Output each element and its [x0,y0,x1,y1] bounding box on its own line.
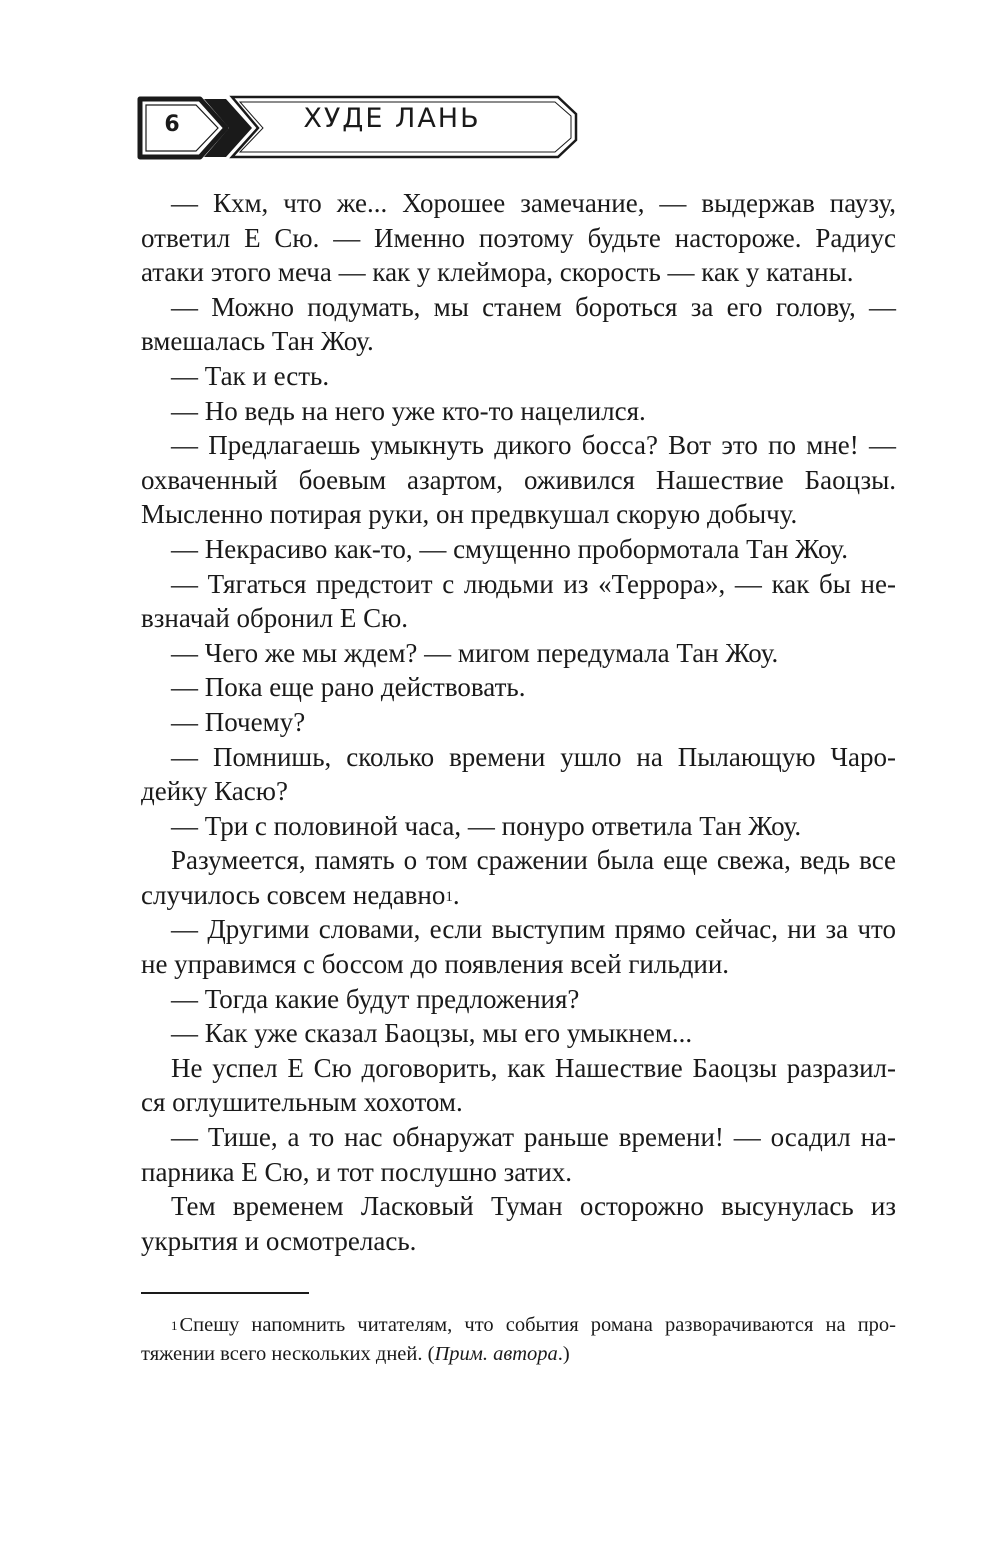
footnote-author-note: Прим. автора [434,1342,558,1365]
text-line: охваченный боевым азартом, оживился Нашествие Баоцзы. [141,464,896,495]
text-line: — Помнишь, сколько времени ушло на Пылающую Чаро- [171,741,896,772]
footnote-text: Спешу напомнить читателям, что события романа разворачиваются на про- [179,1314,896,1336]
text-line: — Тогда какие будут предложения? [171,983,580,1014]
text-line: не управимся с боссом до появления всей гильдии. [141,949,730,980]
text-line: — Предлагаешь умыкнуть дикого босса? Вот это по мне! — [171,430,896,461]
text-line: дейку Касю? [141,776,288,807]
text-line: укрытия и осмотрелась. [141,1225,417,1256]
text-line: — Чего же мы ждем? — мигом передумала Тан Жоу. [171,637,779,668]
page-number: 6 [164,112,180,137]
footnote-line [141,1311,896,1340]
text-line: — Но ведь на него уже кто-то нацелился. [171,395,646,426]
text-line: Мысленно потирая руки, он предвкушал скорую добычу. [141,499,798,530]
text-line: вмешалась Тан Жоу. [141,326,374,357]
text-line: — Кхм, что же... Хорошее замечание, — выдержав паузу, [171,188,896,218]
text-line: — Некрасиво как-то, — смущенно пробормотала Тан Жоу. [171,533,848,564]
text-line: Разумеется, память о том сражении была еще свежа, ведь все [171,845,896,876]
footnote-text-end: .) [557,1342,570,1365]
running-header-frame [0,0,1000,170]
text-line: — Почему? [171,706,306,737]
text-line-with-footnote-ref [141,878,896,913]
text-fragment: случилось совсем недавно [141,879,446,910]
footnote-mark: 1 [171,1318,178,1333]
text-line: — Другими словами, если выступим прямо сейчас, ни за что [171,914,896,945]
text-line: ответил Е Сю. — Именно поэтому будьте настороже. Радиус [141,222,896,253]
text-line: ся оглушительным хохотом. [141,1087,463,1118]
text-line: — Пока еще рано действовать. [171,672,526,703]
text-line: Тем временем Ласковый Туман осторожно высунулась из [171,1191,896,1222]
footnote-divider [141,1292,309,1294]
footnote-text: тяжении всего нескольких дней. ( [141,1342,435,1365]
text-line: — Тише, а то нас обнаружат раньше времени! — осадил на- [171,1122,896,1153]
text-line: — Как уже сказал Баоцзы, мы его умыкнем... [171,1018,693,1049]
running-head-author: ХУДЕ ЛАНЬ [303,103,481,134]
text-line: Не успел Е Сю договорить, как Нашествие Баоцзы разразил- [171,1052,896,1083]
text-line: — Три с половиной часа, — понуро ответила Тан Жоу. [171,810,802,841]
text-line: — Тягаться предстоит с людьми из «Террора», — как бы не- [171,568,896,599]
text-line: взначай обронил Е Сю. [141,603,409,634]
text-line: парника Е Сю, и тот послушно затих. [141,1156,573,1187]
text-line: атаки этого меча — как у клеймора, скорость — как у катаны. [141,257,854,288]
body-text [141,186,896,1258]
footnote-reference[interactable]: 1 [445,888,453,905]
text-line: — Так и есть. [171,360,330,391]
sentence-end: . [452,879,460,910]
footnote [141,1311,896,1368]
footnote-line [141,1340,896,1369]
text-line: — Можно подумать, мы станем бороться за его голову, — [171,291,896,322]
